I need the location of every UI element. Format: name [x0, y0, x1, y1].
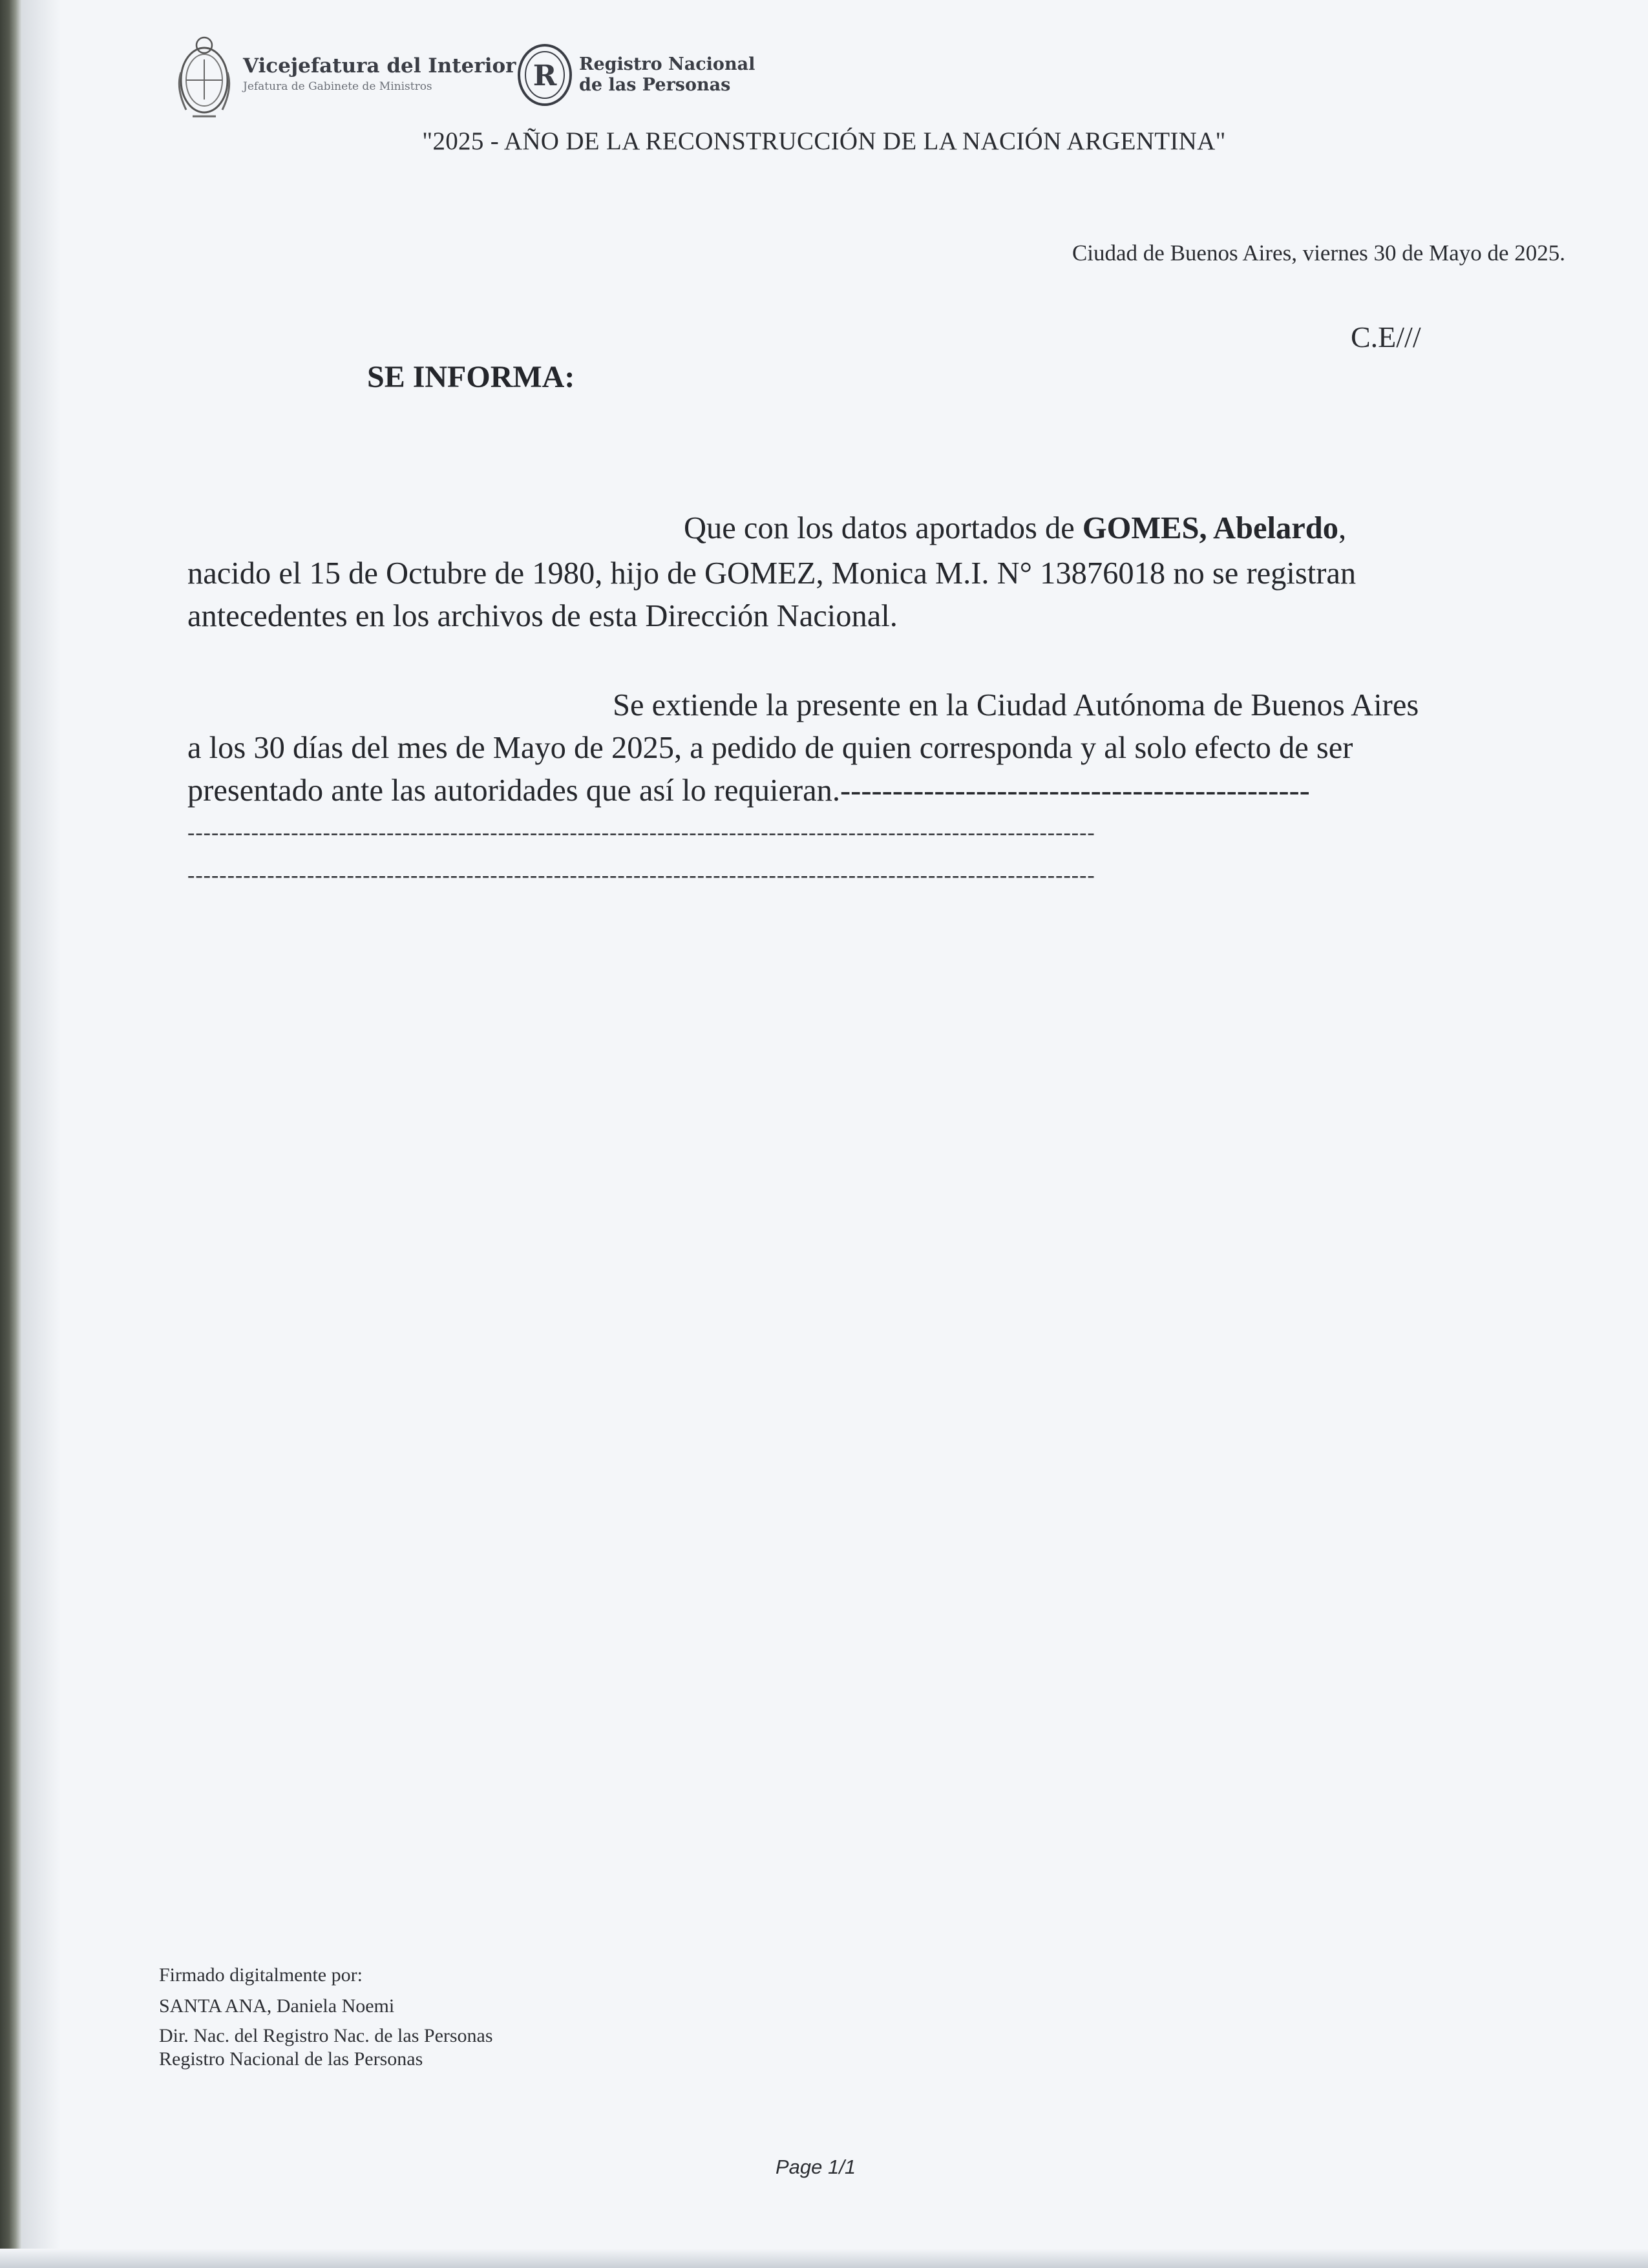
paragraph1-comma: , [1338, 511, 1347, 545]
scan-bottom-shadow [0, 2249, 1648, 2268]
vicejefatura-logo [173, 27, 516, 124]
dash-filler-line: ------------------------------------------------------------------------------------------------------------------ [187, 821, 1095, 845]
renaper-monogram-letter: R [533, 59, 557, 92]
scan-binding-edge [0, 0, 22, 2268]
scan-edge-shadow [22, 0, 61, 2268]
reference-code: C.E/// [1351, 320, 1421, 353]
date-line: Ciudad de Buenos Aires, viernes 30 de Mayo de 2025. [1072, 240, 1565, 266]
signer-organization: Registro Nacional de las Personas [159, 2048, 423, 2070]
paragraph2-line1: Se extiende la presente en la Ciudad Autónoma de Buenos Aires [613, 688, 1419, 722]
signer-name: SANTA ANA, Daniela Noemi [159, 1995, 395, 2017]
vicejefatura-subtitle: Jefatura de Gabinete de Ministros [243, 80, 432, 93]
renaper-line2: de las Personas [579, 75, 731, 95]
document-heading: SE INFORMA: [367, 360, 575, 394]
signature-label: Firmado digitalmente por: [159, 1964, 363, 1986]
paragraph1-line2: nacido el 15 de Octubre de 1980, hijo de GOMEZ, Monica M.I. N° 13876018 no se registran [187, 556, 1357, 591]
renaper-line1: Registro Nacional [579, 54, 755, 74]
year-motto: "2025 - AÑO DE LA RECONSTRUCCIÓN DE LA NACIÓN ARGENTINA" [422, 127, 1226, 155]
paragraph2-line3: presentado ante las autoridades que así lo requieran.--------------------------------------------- [187, 773, 1310, 808]
page-number: Page 1/1 [776, 2156, 856, 2178]
paragraph1-lead: Que con los datos aportados de [684, 511, 1083, 545]
paragraph1-line1 [684, 510, 1346, 546]
paragraph2-line2: a los 30 días del mes de Mayo de 2025, a pedido de quien corresponda y al solo efecto de ser [187, 731, 1353, 765]
vicejefatura-title: Vicejefatura del Interior [243, 54, 516, 78]
renaper-monogram-icon [517, 43, 573, 107]
paragraph1-line3: antecedentes en los archivos de esta Dirección Nacional. [187, 599, 898, 633]
subject-name: GOMES, Abelardo [1082, 511, 1339, 545]
coat-of-arms-icon [173, 27, 235, 124]
signer-position: Dir. Nac. del Registro Nac. de las Personas [159, 2025, 493, 2046]
dash-filler-line: ------------------------------------------------------------------------------------------------------------------ [187, 863, 1095, 887]
renaper-logo [517, 43, 755, 107]
